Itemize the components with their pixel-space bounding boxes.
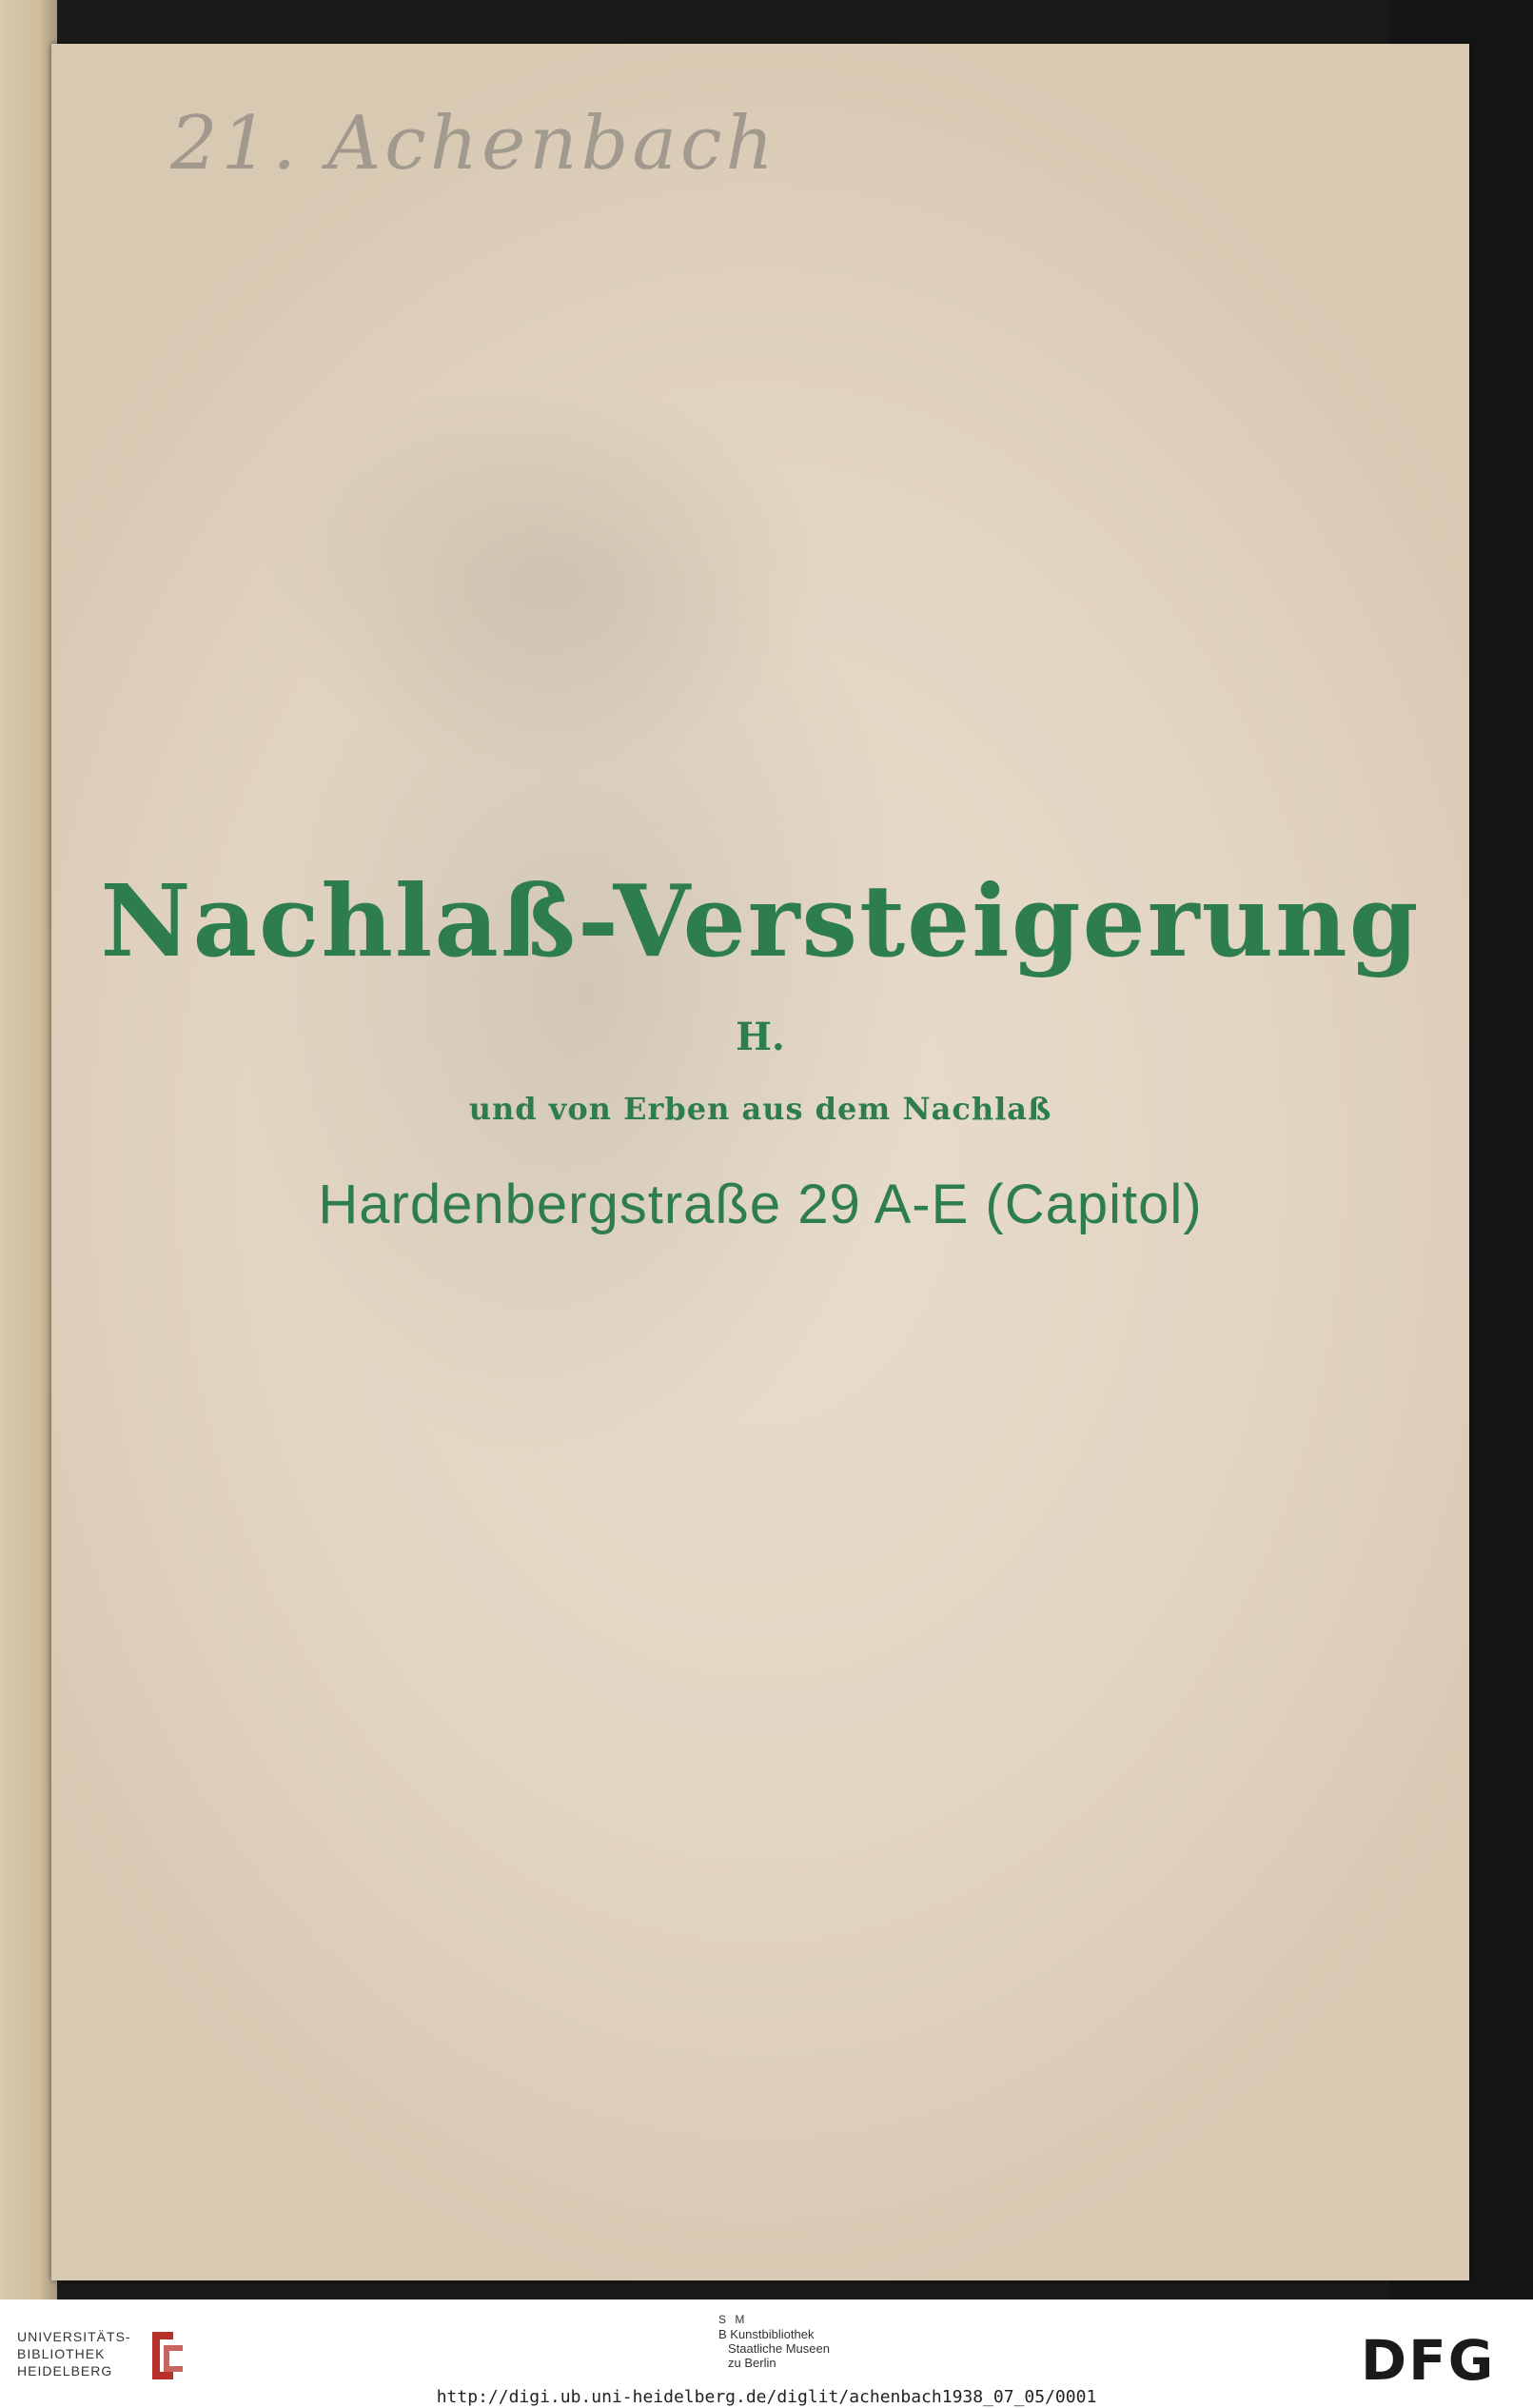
page-address: Hardenbergstraße 29 A-E (Capitol)	[318, 1174, 1203, 1235]
ub-logo-line: BIBLIOTHEK	[17, 2346, 106, 2361]
smb-sm-mark: S M	[718, 2313, 748, 2326]
smb-line: zu Berlin	[728, 2356, 776, 2370]
smb-kunstbibliothek-logo[interactable]	[718, 2313, 909, 2383]
ub-logo-line: HEIDELBERG	[17, 2363, 113, 2378]
footer-bar	[0, 2299, 1533, 2408]
catalogue-page	[51, 44, 1469, 2280]
permalink-url[interactable]: http://digi.ub.uni-heidelberg.de/diglit/achenbach1938_07_05/0001	[436, 2387, 1097, 2407]
page-title: Nachlaß-Versteigerung	[100, 862, 1421, 979]
page-initial: H.	[736, 1015, 785, 1059]
ub-mark-icon	[145, 2328, 188, 2383]
smb-line: B Kunstbibliothek	[718, 2327, 815, 2341]
smb-line: Staatliche Museen	[728, 2341, 830, 2356]
binding-edge	[0, 0, 57, 2299]
ub-heidelberg-logo[interactable]	[17, 2328, 141, 2385]
page-subtitle: und von Erben aus dem Nachlaß	[468, 1091, 1052, 1127]
dfg-logo[interactable]: DFG	[1361, 2328, 1496, 2393]
ub-logo-line: UNIVERSITÄTS-	[17, 2329, 131, 2344]
pencil-annotation: 21. Achenbach	[170, 101, 777, 187]
